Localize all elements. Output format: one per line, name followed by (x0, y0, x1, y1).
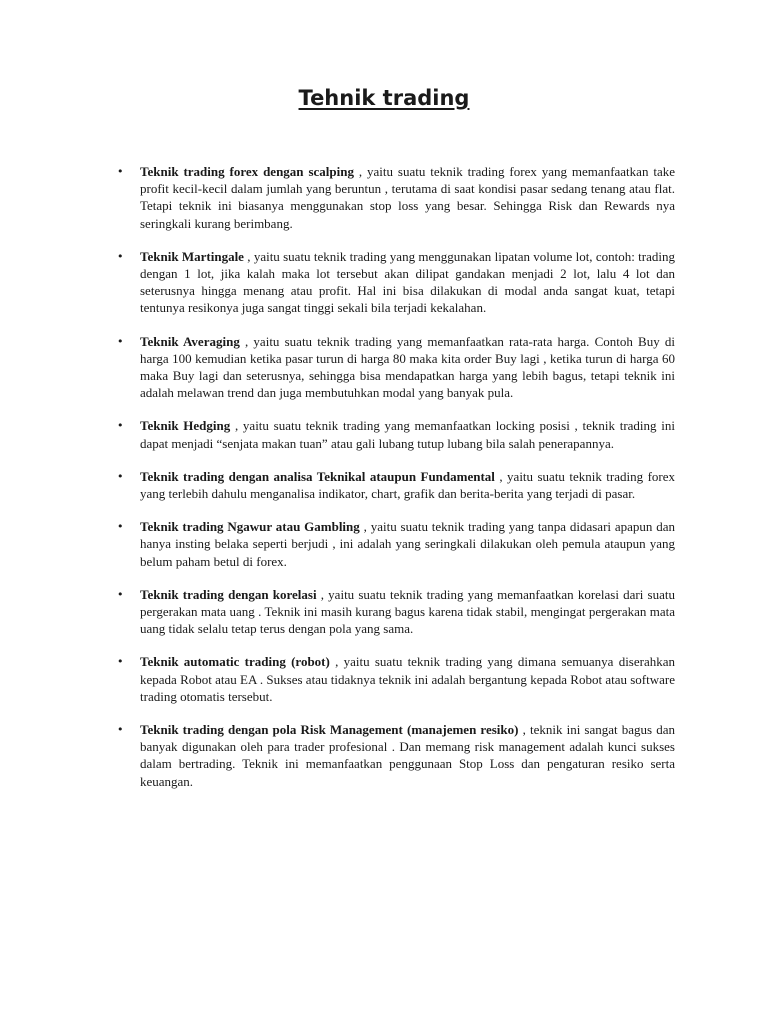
item-term: Teknik trading forex dengan scalping (140, 164, 354, 179)
list-item (0, 653, 675, 705)
page-title: Tehnik trading (298, 86, 470, 110)
technique-list (0, 163, 768, 806)
item-term: Teknik Averaging (140, 333, 240, 349)
item-description: , yaitu suatu teknik trading forex yang terlebih dahulu menganalisa indikator, chart, grafik dan berita-berita yang terjadi di pasar. (140, 468, 675, 502)
list-item (0, 417, 675, 451)
bullet-icon: • (117, 249, 124, 263)
item-description: , yaitu suatu teknik trading yang tanpa didasari apapun dan hanya insting belaka seperti berjudi , ini adalah yang seringkali dilakukan oleh pemula ataupun yang belum paham betul di forex. (140, 519, 675, 569)
bullet-icon: • (117, 419, 124, 433)
item-description: , teknik ini sangat bagus dan banyak digunakan oleh para trader profesional . Dan memang risk management adalah kunci sukses dalam bertrading. Teknik ini memanfaatkan penggunaan Stop Loss dan pengaturan resiko serta keuangan. (140, 722, 675, 789)
item-description: , yaitu suatu teknik trading yang dimana semuanya diserahkan kepada Robot atau EA . Sukses atau tidaknya teknik ini adalah bergantung kepada Robot atau software trading otomatis tersebut. (140, 654, 676, 704)
bullet-icon: • (117, 655, 124, 669)
item-description: , yaitu suatu teknik trading yang memanfaatkan rata-rata harga. Contoh Buy di harga 100 kemudian ketika pasar turun di harga 80 maka kita order Buy lagi , ketika turun di harga 60 maka Buy lagi dan seterusnya, sehingga bisa mendapatkan harga yang lebih bagus, tetapi teknik ini adalah melawan trend dan juga membutuhkan modal yang banyak pula. (140, 333, 676, 401)
bullet-icon: • (117, 334, 124, 348)
list-item (0, 248, 675, 317)
bullet-icon: • (117, 165, 124, 178)
item-term: Teknik trading dengan analisa Teknikal ataupun Fundamental (140, 468, 495, 484)
bullet-icon: • (117, 469, 124, 483)
item-description: , yaitu suatu teknik trading yang menggunakan lipatan volume lot, contoh: trading dengan 1 lot, jika kalah maka lot tersebut akan dilipat gandakan menjadi 2 lot, lalu 4 lot dan seterusnya hingga menang atau profit. Hal ini bisa dilakukan di modal anda sangat kuat, tetapi tentunya resikonya juga sangat tinggi sekali bila terjadi kekalahan. (140, 248, 675, 316)
list-item (0, 468, 675, 502)
item-description: , yaitu suatu teknik trading yang memanfaatkan korelasi dari suatu pergerakan mata uang . Teknik ini masih kurang bagus karena tidak stabil, mengingat pergerakan mata uang tidak selalu tetap terus dengan pola yang sama. (140, 586, 676, 637)
item-term: Teknik Martingale (140, 248, 244, 264)
item-term: Teknik trading dengan pola Risk Management (manajemen resiko) (140, 722, 519, 738)
list-item (0, 721, 675, 790)
item-term: Teknik trading dengan korelasi (140, 586, 317, 602)
list-item (0, 333, 675, 402)
list-item (0, 163, 675, 232)
bullet-icon: • (117, 520, 124, 534)
bullet-icon: • (117, 587, 124, 601)
item-term: Teknik trading Ngawur atau Gambling (140, 519, 360, 535)
bullet-icon: • (117, 723, 124, 737)
list-item (0, 586, 675, 638)
item-term: Teknik automatic trading (robot) (140, 654, 330, 670)
item-term: Teknik Hedging (140, 418, 231, 434)
item-description: , yaitu suatu teknik trading forex yang memanfaatkan take profit kecil-kecil dalam jumlah yang beruntun , terutama di saat kondisi pasar sedang tenang atau flat. Tetapi teknik ini biasanya menggunakan stop loss yang besar. Sehingga Risk dan Rewards nya seringkali kurang berimbang. (140, 164, 676, 231)
list-item (0, 518, 675, 570)
item-description: , yaitu suatu teknik trading yang memanfaatkan locking posisi , teknik trading ini dapat menjadi “senjata makan tuan” atau gali lubang tutup lubang bila salah penerapannya. (140, 418, 675, 451)
